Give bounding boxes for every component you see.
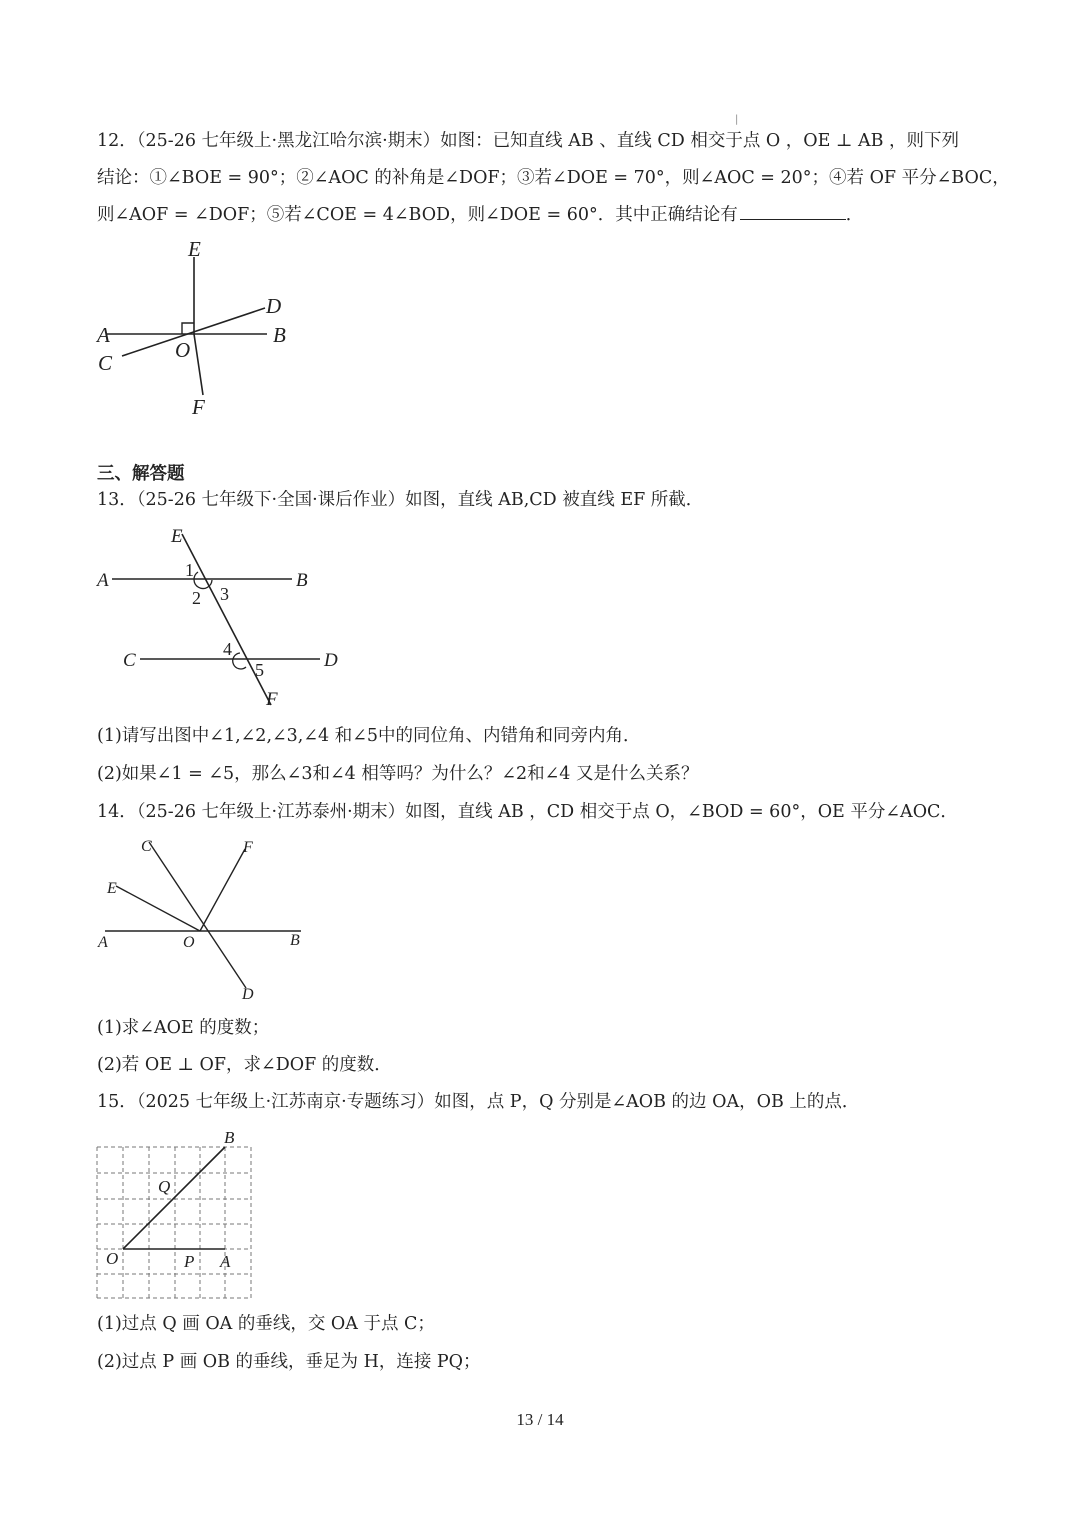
label-F: F [192,395,205,419]
label-P: P [184,1252,195,1271]
label-O: O [106,1249,119,1268]
label-F: F [243,839,253,856]
page-number: 13 / 14 [516,1410,564,1429]
q15-part2: (2)过点 P 画 OB 的垂线，垂足为 H，连接 PQ； [97,1352,481,1372]
label-C: C [141,838,152,855]
angle-2: 2 [192,588,201,608]
section-heading: 三、解答题 [97,464,185,484]
q15-figure [95,1125,265,1305]
label-B: B [290,932,300,949]
label-O: O [183,934,195,951]
q12-line3-end: ． [845,205,864,225]
angle-4: 4 [223,639,232,659]
label-A: A [97,570,109,591]
q15-part1: (1)过点 Q 画 OA 的垂线，交 OA 于点 C； [97,1314,435,1334]
label-A: A [97,323,110,347]
label-B: B [273,323,286,347]
label-F: F [266,689,278,710]
label-D: D [266,294,282,318]
label-B: B [296,570,308,591]
q13-figure [95,522,355,712]
q13-part1: (1)请写出图中∠1,∠2,∠3,∠4 和∠5中的同位角、内错角和同旁内角． [97,726,641,746]
label-A: A [98,934,108,951]
angle-1: 1 [185,560,194,580]
label-E: E [188,237,201,261]
label-Q: Q [158,1177,171,1196]
q12-line2: 结论：①∠BOE = 90°；②∠AOC 的补角是∠DOF；③若∠DOE = 70°，则∠AOC = 20°；④若 OF 平分∠BOC， [97,168,1010,188]
q14-part1: (1)求∠AOE 的度数； [97,1018,270,1038]
label-A: A [220,1252,231,1271]
label-D: D [242,986,254,1003]
label-E: E [107,880,117,897]
angle-3: 3 [220,584,229,604]
q14-line1: 14．（25-26 七年级上·江苏泰州·期末）如图，直线 AB ，CD 相交于点 O，∠BOD = 60°，OE 平分∠AOC． [97,802,958,822]
q12-line3 [97,203,863,227]
label-B: B [224,1128,235,1147]
label-D: D [324,650,338,671]
q15-line1: 15．（2025 七年级上·江苏南京·专题练习）如图，点 P，Q 分别是∠AOB 的边 OA，OB 上的点． [97,1092,860,1112]
label-O: O [175,338,191,362]
q12-line1: 12．（25-26 七年级上·黑龙江哈尔滨·期末）如图：已知直线 AB 、直线 CD 相交于点 O ，OE ⊥ AB ，则下列 [97,131,960,151]
label-E: E [171,526,183,547]
top-mark: | [735,114,739,125]
q13-line1: 13．（25-26 七年级下·全国·课后作业）如图，直线 AB,CD 被直线 EF 所截． [97,490,704,510]
q14-part2: (2)若 OE ⊥ OF，求∠DOF 的度数． [97,1055,392,1075]
q12-line3-text: 则∠AOF = ∠DOF；⑤若∠COE = 4∠BOD，则∠DOE = 60°．其中正确结论有 [97,205,738,225]
q14-figure [95,832,315,1012]
label-C: C [98,351,113,375]
label-C: C [123,650,136,671]
answer-blank[interactable] [740,203,846,220]
q12-figure [95,235,305,420]
angle-5: 5 [255,660,264,680]
q13-part2: (2)如果∠1 = ∠5，那么∠3和∠4 相等吗？为什么？∠2和∠4 又是什么关系？ [97,764,699,784]
